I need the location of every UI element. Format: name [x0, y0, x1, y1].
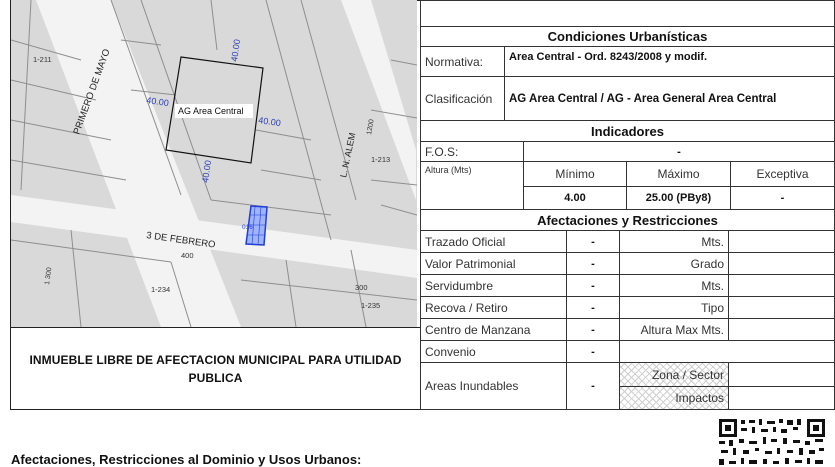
row-input-servidumbre — [728, 274, 835, 297]
row-unit-servidumbre: Mts. — [619, 274, 729, 297]
row-input-impactos — [728, 386, 835, 410]
dimension-right: 40.00 — [257, 115, 282, 129]
qr-code — [717, 417, 827, 467]
row-value-trazado: - — [566, 230, 620, 253]
note-line-1: INMUEBLE LIBRE DE AFECTACION MUNICIPAL PARA UTILIDAD — [29, 352, 402, 367]
dimension-top: 40.00 — [229, 38, 243, 63]
map-drawing — [11, 0, 417, 327]
fos-label: F.O.S: — [420, 141, 524, 162]
row-unit-recova: Tipo — [619, 296, 729, 319]
clasificacion-label: Clasificación — [420, 76, 505, 121]
cadastral-map — [11, 0, 417, 327]
urban-conditions-panel — [420, 0, 835, 410]
row-label-recova: Recova / Retiro — [420, 296, 567, 319]
normativa-value: Area Central - Ord. 8243/2008 y modif. — [504, 46, 835, 77]
excepcional-header: Exceptiva — [730, 161, 835, 187]
note-line-2: PUBLICA — [188, 370, 243, 385]
afectaciones-title: Afectaciones y Restricciones — [420, 209, 835, 231]
zone-label: AG Area Central — [178, 106, 244, 116]
row-input-centro-manzana — [728, 318, 835, 341]
row-label-servidumbre: Servidumbre — [420, 274, 567, 297]
street-label-primero-mayo: PRIMERO DE MAYO — [71, 47, 113, 137]
dimension-left: 40.00 — [145, 95, 170, 109]
indicadores-title: Indicadores — [420, 120, 835, 142]
section-title: Afectaciones, Restricciones al Dominio y Usos Urbanos: — [11, 452, 362, 467]
row-unit-zona-sector: Zona / Sector — [619, 362, 729, 387]
row-unit-valor: Grado — [619, 252, 729, 275]
dimension-bottom: 40.00 — [200, 159, 214, 184]
number-400: 400 — [181, 251, 194, 260]
panel-top-blank — [420, 0, 835, 27]
row-label-valor: Valor Patrimonial — [420, 252, 567, 275]
row-input-recova — [728, 296, 835, 319]
row-input-valor — [728, 252, 835, 275]
street-alem-strip — [341, 0, 416, 200]
number-300: 300 — [355, 283, 368, 292]
excepcional-value: - — [730, 186, 835, 210]
row-label-centro-manzana: Centro de Manzana — [420, 318, 567, 341]
number-1200: 1200 — [366, 118, 376, 136]
row-unit-impactos: Impactos — [619, 386, 729, 410]
row-value-valor: - — [566, 252, 620, 275]
row-label-areas-inundables: Areas Inundables — [420, 362, 567, 410]
block-label-1213: 1-213 — [371, 155, 391, 164]
row-label-convenio: Convenio — [420, 340, 567, 363]
number-1300: 1 300 — [44, 266, 54, 286]
row-input-zona-sector — [728, 362, 835, 387]
block-label-1234: 1-234 — [151, 285, 171, 294]
row-unit-trazado: Mts. — [619, 230, 729, 253]
row-value-centro-manzana: - — [566, 318, 620, 341]
maximo-header: Máximo — [626, 161, 731, 187]
normativa-label: Normativa: — [420, 46, 505, 77]
street-label-3-febrero: 3 DE FEBRERO — [145, 230, 217, 251]
maximo-value: 25.00 (PBy8) — [626, 186, 731, 210]
street-label-alem: L. N. ALEM — [338, 131, 358, 179]
row-value-convenio: - — [566, 340, 620, 363]
public-utility-note — [11, 327, 420, 410]
row-input-trazado — [728, 230, 835, 253]
row-value-areas-inundables: - — [566, 362, 620, 410]
minimo-header: Mínimo — [523, 161, 627, 187]
minimo-value: 4.00 — [523, 186, 627, 210]
clasificacion-value: AG Area Central / AG - Area General Area Central — [504, 76, 835, 121]
row-value-servidumbre: - — [566, 274, 620, 297]
fos-value: - — [523, 141, 835, 162]
row-label-trazado: Trazado Oficial — [420, 230, 567, 253]
altura-label: Altura (Mts) — [420, 161, 524, 210]
urban-conditions-title: Condiciones Urbanísticas — [420, 26, 835, 47]
parcel-number: 016 — [242, 224, 253, 231]
row-value-recova: - — [566, 296, 620, 319]
row-unit-centro-manzana: Altura Max Mts. — [619, 318, 729, 341]
block-label-1235: 1-235 — [361, 301, 381, 310]
block-label-1211: 1-211 — [33, 55, 52, 64]
row-blank-convenio — [619, 340, 835, 363]
